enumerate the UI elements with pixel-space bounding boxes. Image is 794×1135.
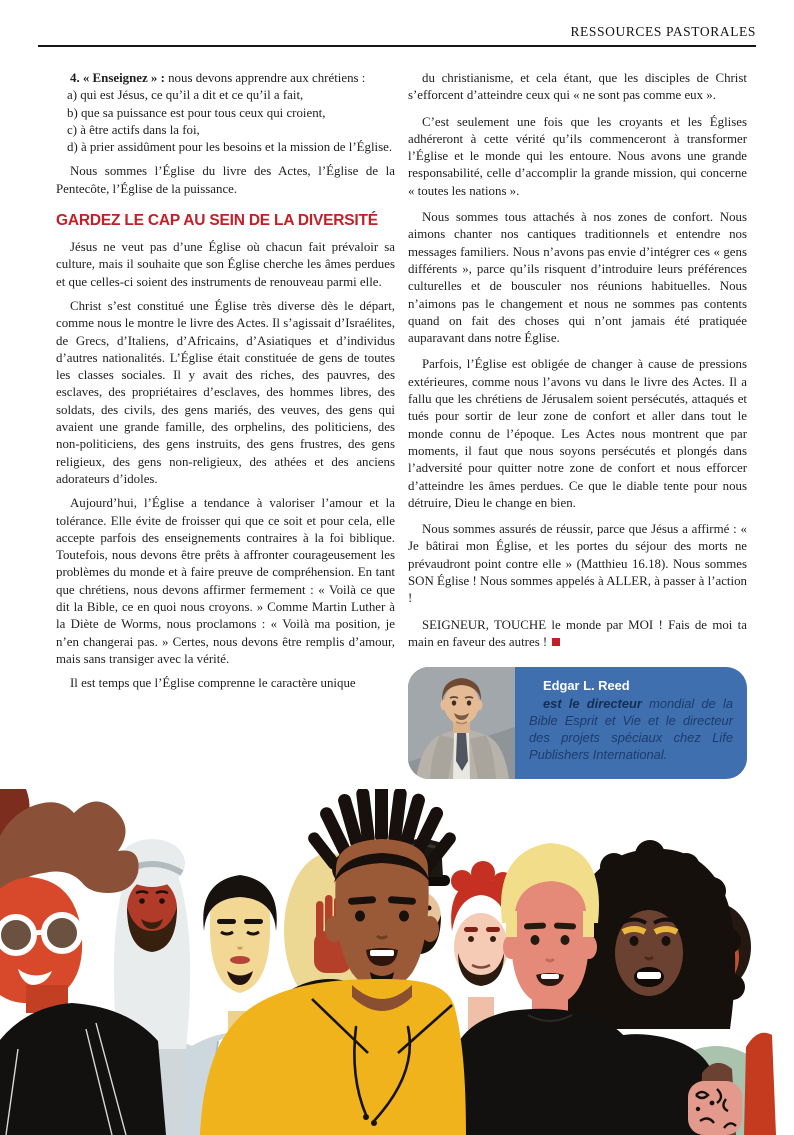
paragraph: Il est temps que l’Église comprenne le caractère unique [70,676,356,691]
paragraph: du christianisme, et cela étant, que les disciples de Christ s’efforcent d’atteindre ceux qui « ne sont pas comme eux ». [408,71,747,103]
section-heading: GARDEZ LE CAP AU SEIN DE LA DIVERSITÉ [56,212,378,230]
paragraph: Nous sommes assurés de réussir, parce que Jésus a affirmé : « Je bâtirai mon Église, et les portes du séjour des morts ne prévaudront point contre elle » (Matthieu 16.18). Nous sommes SON Église ! Nous sommes appelés à ALLER, à passer à l’action ! [408,522,747,606]
column-right [408,70,747,779]
page-header [38,24,756,47]
paragraph: Nous sommes l’Église du livre des Actes, l’Église de la Pentecôte, l’Église de la puissance. [56,164,395,196]
author-name: Edgar L. Reed [543,678,630,694]
crowd-illustration [0,789,794,1135]
paragraph: Christ s’est constitué une Église très diverse dès le départ, comme nous le montre le livre des Actes. Il s’agissait d’Israélites, de Grecs, d’Italiens, d’Africains, d’Asiatiques et d’individus d’autres nationalités. L’Église était constituée de gens de toutes les classes sociales. Il y avait des riches, des pauvres, des esclaves, des propriétaires d’esclaves, des hommes libres, des soldats, des civils, des gens mariés, des veuves, des gens qui avaient une grande famille, des orphelins, des politiciens, des non-politiciens, des gens instruits, des gens frustres, des gens religieux, des gens non-religieux, des athées et des anciens adorateurs d’idoles. [56,298,395,486]
author-portrait-illustration [408,667,515,779]
author-bio-bold: est le directeur [543,695,642,711]
list-item-a: a) qui est Jésus, ce qu’il a dit et ce qu’il a fait, [67,88,304,103]
list-item-c: c) à être actifs dans la foi, [67,122,200,137]
paragraph: Nous sommes tous attachés à nos zones de confort. Nous aimons chanter nos cantiques traditionnels et entendre nos messages familiers. Nous n’avons pas envie d’intégrer ces « gens différents », parce qu’ils risquent d’introduire leurs préférences culturelles et de bousculer nos réunions habituelles. Nous n’aimons pas le changement et nous ne sommes pas contents quand on fait des choses qui n’ont jamais été pratiquée auparavant dans notre Église. [408,210,747,346]
column-left [56,70,395,779]
teach-intro-rest: nous devons apprendre aux chrétiens : [164,71,366,85]
paragraph: Aujourd’hui, l’Église a tendance à valoriser l’amour et la tolérance. Elle évite de froisser qui que ce soit et pour cela, elle accepte parfois des enseignements contraires à la foi biblique. Toutefois, nous devons être prêts à affronter courageusement les problèmes du monde et à faire preuve de compréhension. En tant que chrétiens, nous devons affirmer fermement : « Voilà ce que dit la Bible, ce en quoi nous croyons. » Comme Martin Luther à la Diète de Worms, nous proclamons : « Voilà ma position, je n’en changerai pas. » Certes, nous devons être remplis d’amour, mais sans transiger avec la vérité. [56,496,395,666]
author-box [408,667,747,779]
author-bio [529,695,733,764]
paragraph-teach-intro [56,70,395,87]
paragraph: Parfois, l’Église est obligée de changer à cause de pressions extérieures, comme nous l’avons vu dans le livre des Actes. Il a fallu que les chrétiens de Jérusalem soient persécutés, attaqués et tués pour sortir de leur zone de confort et aller dans tout le monde connu de l’époque. Les Actes nous montrent que par moments, il faut que nous soyons persécutés et plongés dans l’adversité pour quitter notre zone de confort et nous efforcer d’atteindre les âmes perdues. Ce que le diable tente pour nous détruire, Dieu le change en bien. [408,357,747,510]
author-bio-rest: mondial de la Bible Esprit et Vie et le directeur des projets spéciaux chez Life Publishers International. [529,695,733,763]
paragraph: C’est seulement une fois que les croyants et les Églises adhéreront à cette vérité qu’ils commenceront à transformer l’Église et le monde qui les entoure. Nous avons une grande responsabilité, celle d’accomplir la grande mission, qui concerne « toutes les nations ». [408,114,747,198]
text-columns [56,70,747,779]
paragraph: Jésus ne veut pas d’une Église où chacun fait prévaloir sa culture, mais il souhaite que son Église cherche les âmes perdues et que celles-ci soient des instruments de renouveau parmi elle. [56,240,395,289]
closing-text: SEIGNEUR, TOUCHE le monde par MOI ! Fais de moi ta main en faveur des autres ! [408,617,747,649]
list-item-d: d) à prier assidûment pour les besoins et la mission de l’Église. [67,140,393,155]
paragraph-closing [408,617,747,652]
teach-intro-bold: 4. « Enseignez » : [70,71,165,85]
end-of-article-mark [552,638,560,646]
running-head: RESSOURCES PASTORALES [570,24,756,39]
author-bio-text [515,667,747,779]
list-item-b: b) que sa puissance est pour tous ceux qui croient, [67,105,326,120]
author-photo [408,667,515,779]
diverse-crowd-graphic [0,789,794,1135]
